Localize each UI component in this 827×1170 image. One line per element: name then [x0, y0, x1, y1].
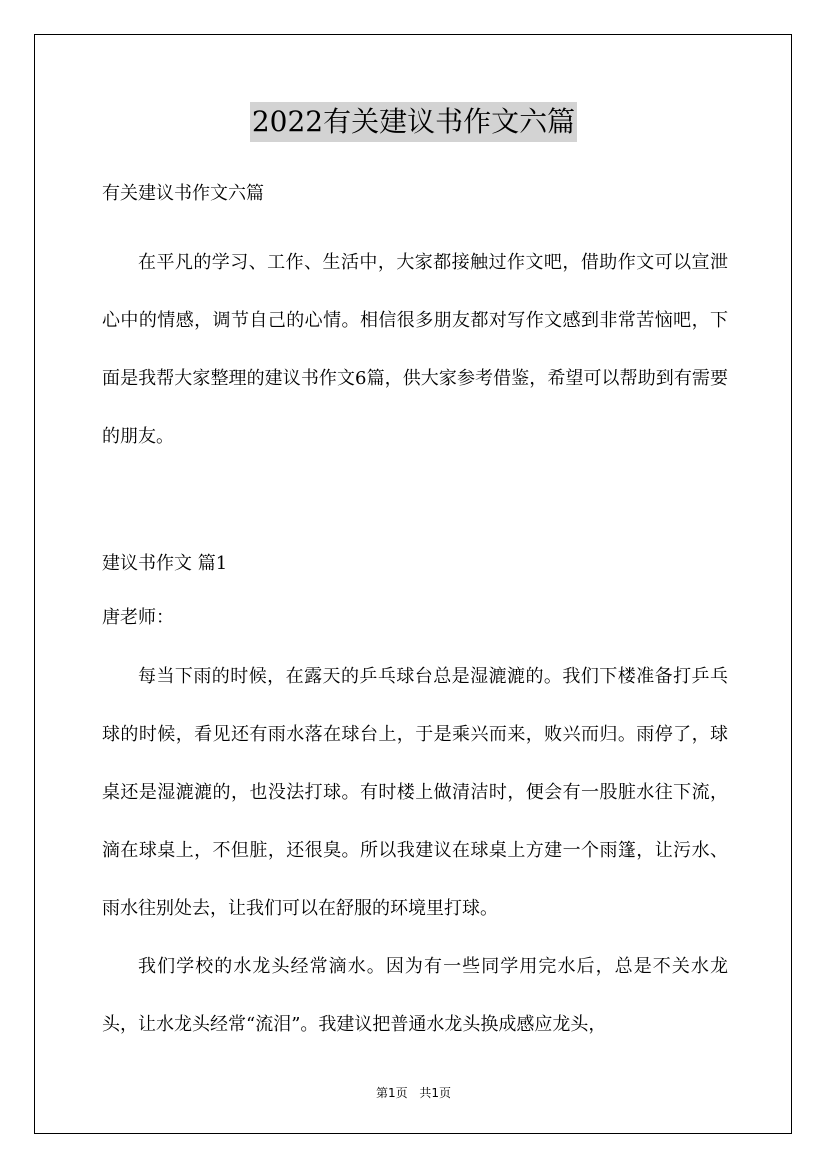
- page-footer: [0, 1084, 827, 1101]
- document-body: [102, 174, 728, 1054]
- body-paragraph-2: 我们学校的水龙头经常滴水。因为有一些同学用完水后，总是不关水龙头，让水龙头经常“流泪”。我建议把普通水龙头换成感应龙头，: [102, 956, 728, 1035]
- intro-paragraph: 在平凡的学习、工作、生活中，大家都接触过作文吧，借助作文可以宣泄心中的情感，调节自己的心情。相信很多朋友都对写作文感到非常苦恼吧，下面是我帮大家整理的建议书作文6篇，供大家参考借鉴，希望可以帮助到有需要的朋友。: [102, 252, 728, 447]
- document-title: [0, 96, 827, 144]
- document-title-text: 2022有关建议书作文六篇: [250, 102, 577, 142]
- letter-salutation: 唐老师：: [102, 607, 174, 628]
- document-subtitle: 有关建议书作文六篇: [102, 183, 264, 204]
- body-paragraph-1: 每当下雨的时候，在露天的乒乓球台总是湿漉漉的。我们下楼准备打乒乓球的时候，看见还有雨水落在球台上，于是乘兴而来，败兴而归。雨停了，球桌还是湿漉漉的，也没法打球。有时楼上做清洁时，便会有一股脏水往下流，滴在球桌上，不但脏，还很臭。所以我建议在球桌上方建一个雨篷，让污水、雨水往别处去，让我们可以在舒服的环境里打球。: [102, 666, 728, 919]
- page-number: 第1页: [375, 1086, 408, 1100]
- page-total: 共1页: [419, 1086, 452, 1100]
- section-heading: 建议书作文 篇1: [102, 553, 228, 574]
